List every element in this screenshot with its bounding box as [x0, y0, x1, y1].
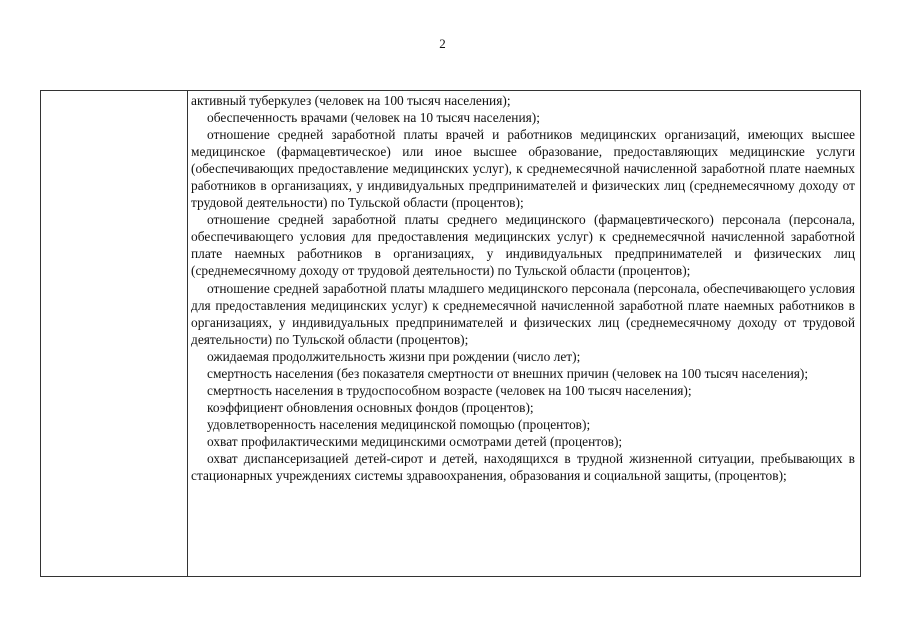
indicator-item: смертность населения (без показателя смертности от внешних причин (человек на 100 тысяч населения);: [207, 365, 809, 381]
indicator-item: отношение средней заработной платы младшего медицинского персонала (персонала, обеспечивающего условия для предоставления медицинских услуг) к среднемесячной начисленной заработной плате наемных работников в организациях, у индивидуальных предпринимателей и физических лиц (среднемесячному доходу от трудовой деятельности) по Тульской области (процентов);: [191, 280, 855, 347]
indicator-item: отношение средней заработной платы врачей и работников медицинских организаций, имеющих высшее медицинское (фармацевтическое) или иное высшее образование, предоставляющих медицинские услуги (обеспечивающих предоставление медицинских услуг), к среднемесячной начисленной заработной плате наемных работников в организациях, у индивидуальных предпринимателей и физических лиц (среднемесячному доходу от трудовой деятельности) по Тульской области (процентов);: [191, 127, 855, 211]
table-column-divider: [187, 91, 188, 576]
indicator-item: отношение средней заработной платы среднего медицинского (фармацевтического) персонала (персонала, обеспечивающего условия для предоставления медицинских услуг) к среднемесячной начисленной заработной плате наемных работников в организациях, у индивидуальных предпринимателей и физических лиц (среднемесячному доходу от трудовой деятельности) по Тульской области (процентов);: [191, 212, 855, 279]
page-number: 2: [439, 36, 446, 51]
indicator-item: коэффициент обновления основных фондов (процентов);: [207, 399, 534, 415]
indicator-item: ожидаемая продолжительность жизни при рождении (число лет);: [207, 348, 581, 364]
indicator-item: смертность населения в трудоспособном возрасте (человек на 100 тысяч населения);: [207, 382, 692, 398]
indicator-item: обеспеченность врачами (человек на 10 тысяч населения);: [207, 110, 540, 126]
table-left-cell: [41, 91, 187, 576]
indicator-item: удовлетворенность населения медицинской помощью (процентов);: [207, 416, 591, 432]
document-table: [40, 90, 861, 577]
indicator-item: охват диспансеризацией детей-сирот и детей, находящихся в трудной жизненной ситуации, пребывающих в стационарных учреждениях системы здравоохранения, образования и социальной защиты, (процентов);: [191, 450, 855, 484]
indicator-item: охват профилактическими медицинскими осмотрами детей (процентов);: [207, 433, 623, 449]
table-right-cell: [191, 92, 855, 484]
indicator-item: активный туберкулез (человек на 100 тысяч населения);: [191, 93, 511, 108]
